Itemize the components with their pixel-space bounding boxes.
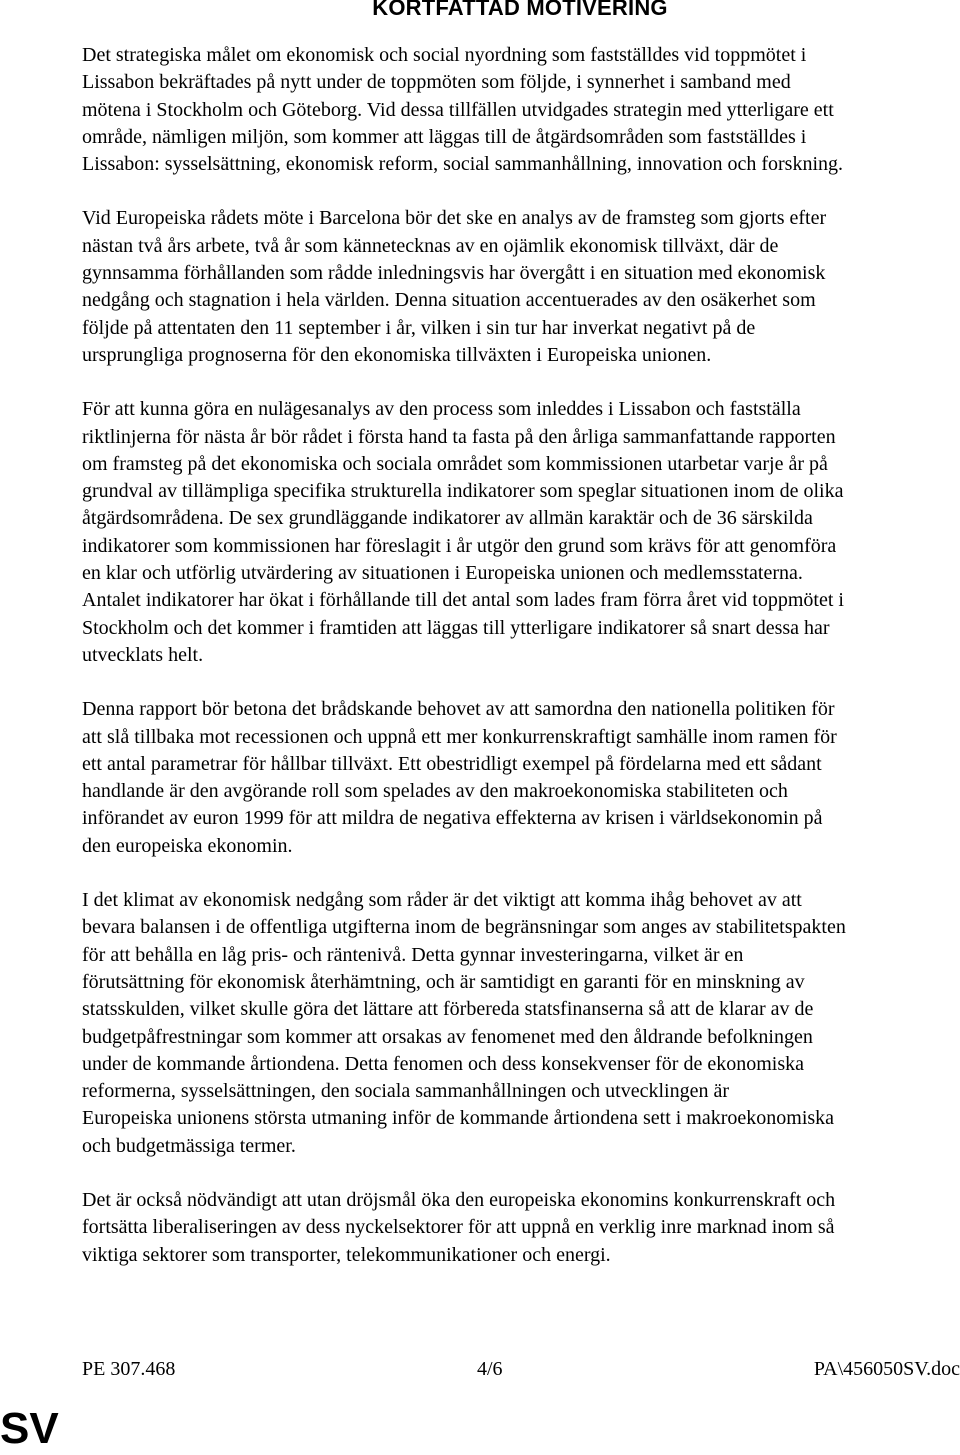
paragraph-5: I det klimat av ekonomisk nedgång som råder är det viktigt att komma ihåg behovet av att bevara balansen i de offentliga utgifterna inom de begränsningar som anges av stabilitetspakten för att behålla en låg pris- och räntenivå. Detta gynnar investeringarna, vilket är en förutsättning för ekonomisk återhämtning, och är samtidigt en garanti för en minskning av statsskulden, vilket skulle göra det lättare att förbereda statsfinanserna så att de klarar av de budgetpåfrestningar som kommer att orsakas av fenomenet med den åldrande befolkningen under de kommande årtiondena. Detta fenomen och dess konsekvenser för de ekonomiska reformerna, sysselsättningen, den sociala sammanhållningen och utvecklingen är Europeiska unionens största utmaning inför de kommande årtiondena sett i makroekonomiska och budgetmässiga termer. xyxy=(82,889,846,1157)
page-footer xyxy=(82,1355,960,1383)
paragraph-6: Det är också nödvändigt att utan dröjsmål öka den europeiska ekonomins konkurrenskraft och fortsätta liberaliseringen av dess nyckelsektorer för att uppnå en verklig inre marknad inom så viktiga sektorer som transporter, telekommunikationer och energi. xyxy=(82,1188,836,1266)
section-heading: KORTFATTAD MOTIVERING xyxy=(372,0,668,20)
paragraph-4: Denna rapport bör betona det brådskande behovet av att samordna den nationella politiken för att slå tillbaka mot recessionen och uppnå ett mer konkurrenskraftigt samhälle inom ramen för ett antal parametrar för hållbar tillväxt. Ett obestridligt exempel på fördelarna med ett sådant handlande är den avgörande roll som spelades av den makroekonomiska stabiliteten och införandet av euron 1999 för att mildra de negativa effekterna av krisen i världsekonomin på den europeiska ekonomin. xyxy=(82,698,837,857)
paragraph-2: Vid Europeiska rådets möte i Barcelona bör det ske en analys av de framsteg som gjorts efter nästan två års arbete, två år som kännetecknas av en ojämlik ekonomisk tillväxt, där de gynnsamma förhållanden som rådde inledningsvis har övergått i en situation med ekonomisk nedgång och stagnation i hela världen. Denna situation accentuerades av den osäkerhet som följde på attentaten den 11 september i år, vilken i sin tur har inverkat negativt på de ursprungliga prognoserna för den ekonomiska tillväxten i Europeiska unionen. xyxy=(82,207,827,366)
document-body xyxy=(82,42,960,1296)
footer-document-id: PA\456050SV.doc xyxy=(813,1358,960,1380)
paragraph-3: För att kunna göra en nulägesanalys av den process som inleddes i Lissabon och fastställa riktlinjerna för nästa år bör rådet i första hand ta fasta på den årliga sammanfattande rapporten om framsteg på det ekonomiska och sociala området som kommissionen utarbetar varje år på grundval av tillämpliga specifika strukturella indikatorer som speglar situationen inom de olika åtgärdsområdena. De sex grundläggande indikatorer av allmän karaktär och de 36 särskilda indikatorer som kommissionen har föreslagit i år utgör den grund som krävs för att genomföra en klar och utförlig utvärdering av situationen i Europeiska unionen och medlemsstaterna. Antalet indikatorer har ökat i förhållande till det antal som lades fram förra året vid toppmötet i Stockholm och det kommer i framtiden att läggas till ytterligare indikatorer så snart dessa har utvecklats helt. xyxy=(82,398,844,666)
footer-reference: PE 307.468 xyxy=(82,1358,176,1380)
language-code: SV xyxy=(0,1404,59,1453)
paragraph-1: Det strategiska målet om ekonomisk och social nyordning som fastställdes vid toppmötet i Lissabon bekräftades på nytt under de toppmöten som följde, i synnerhet i samband med mötena i Stockholm och Göteborg. Vid dessa tillfällen utvidgades strategin med ytterligare ett område, nämligen miljön, som kommer att läggas till de åtgärdsområden som fastställdes i Lissabon: sysselsättning, ekonomisk reform, social sammanhållning, innovation och forskning. xyxy=(82,44,844,176)
footer-page-number: 4/6 xyxy=(477,1358,503,1380)
